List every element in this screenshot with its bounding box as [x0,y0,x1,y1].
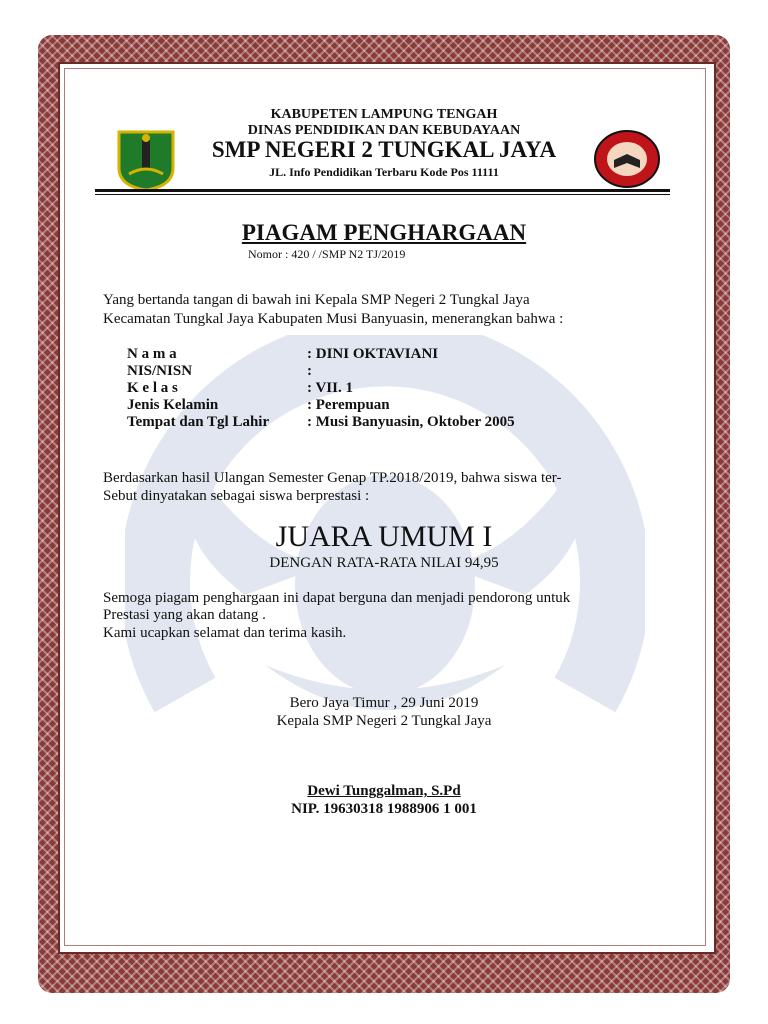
field-label-nisn: NIS/NISN [127,363,193,379]
department-name: DINAS PENDIDIKAN DAN KEBUDAYAAN [247,123,521,138]
basis-line-1: Berdasarkan hasil Ulangan Semester Genap TP.2018/2019, bahwa siswa ter- [103,470,562,486]
signer-name: Dewi Tunggalman, S.Pd [307,783,461,799]
award-title: JUARA UMUM I [275,520,493,553]
signer-nip: NIP. 19630318 1988906 1 001 [291,801,477,817]
basis-line-2: Sebut dinyatakan sebagai siswa berprestasi : [103,488,370,504]
school-address: JL. Info Pendidikan Terbaru Kode Pos 11111 [269,165,499,179]
field-label-name: N a m a [127,346,177,362]
intro-line-1: Yang bertanda tangan di bawah ini Kepala SMP Negeri 2 Tungkal Jaya [103,292,530,308]
closing-line-3: Kami ucapkan selamat dan terima kasih. [103,625,347,641]
intro-line-2: Kecamatan Tungkal Jaya Kabupaten Musi Banyuasin, menerangkan bahwa : [103,311,564,327]
closing-line-1: Semoga piagam penghargaan ini dapat berguna dan menjadi pendorong untuk [103,590,571,606]
award-subtitle: DENGAN RATA-RATA NILAI 94,95 [269,555,499,571]
closing-line-2: Prestasi yang akan datang . [103,607,266,623]
regency-name: KABUPETEN LAMPUNG TENGAH [270,107,498,122]
field-label-gender: Jenis Kelamin [127,397,219,413]
place-date: Bero Jaya Timur , 29 Juni 2019 [289,695,479,711]
field-value-name: : DINI OKTAVIANI [307,346,439,362]
certificate-number: Nomor : 420 / /SMP N2 TJ/2019 [248,247,406,261]
field-value-gender: : Perempuan [307,397,390,413]
field-value-nisn: : [307,363,312,379]
field-label-class: K e l a s [127,380,178,396]
field-value-class: : VII. 1 [307,380,353,396]
signer-position: Kepala SMP Negeri 2 Tungkal Jaya [276,713,492,729]
certificate-title: PIAGAM PENGHARGAAN [241,220,527,245]
field-label-birth: Tempat dan Tgl Lahir [127,414,270,430]
header-divider [95,189,670,195]
school-name: SMP NEGERI 2 TUNGKAL JAYA [211,137,557,162]
field-value-birth: : Musi Banyuasin, Oktober 2005 [307,414,515,430]
